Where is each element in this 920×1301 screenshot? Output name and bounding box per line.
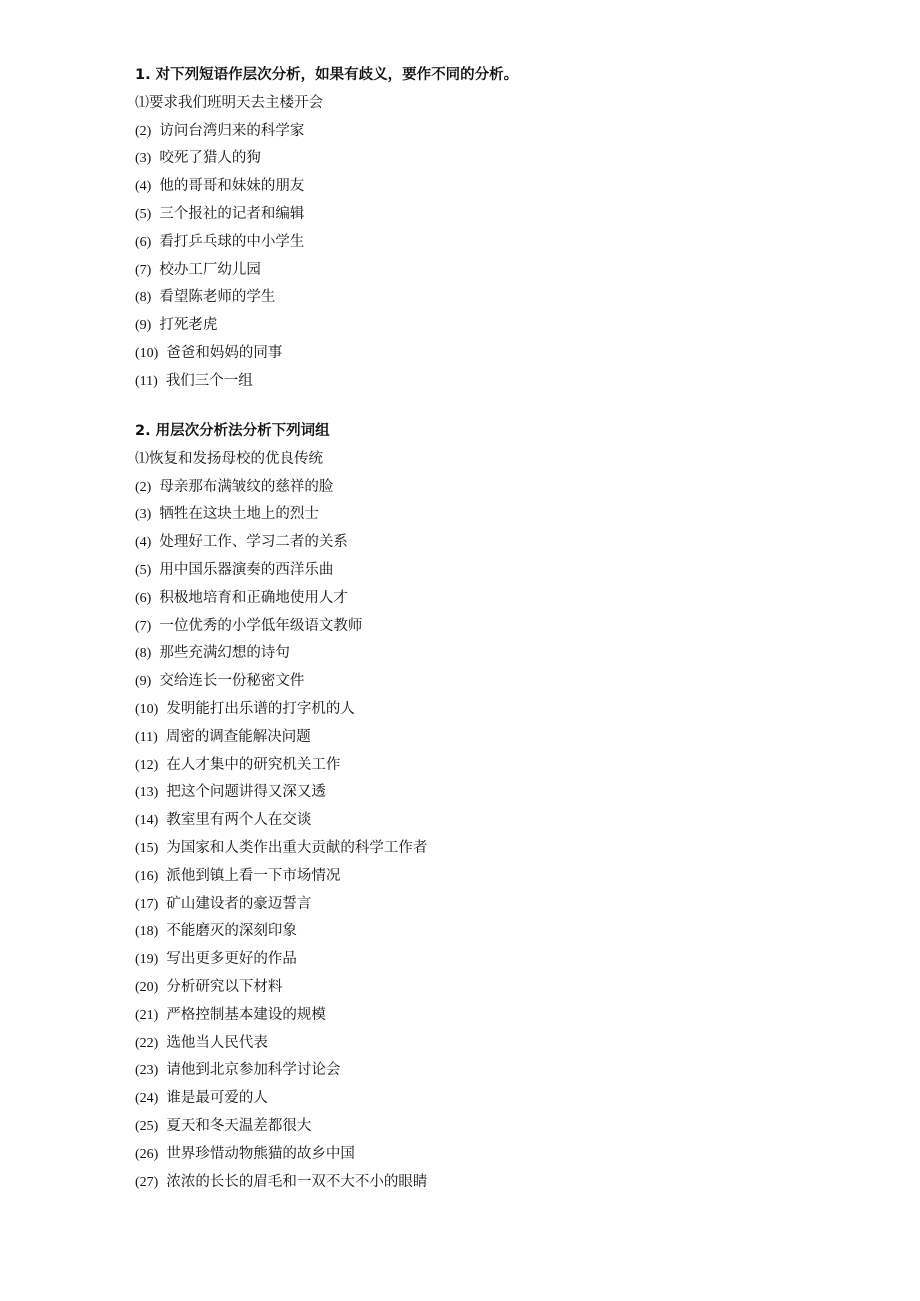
- item-text: 访问台湾归来的科学家: [159, 122, 305, 139]
- list-item: [135, 974, 427, 1002]
- phrase-list: [135, 446, 427, 1197]
- item-number: (14): [135, 813, 159, 829]
- item-number: (11): [135, 729, 158, 745]
- item-text: 选他当人民代表: [166, 1034, 268, 1051]
- item-text: 要求我们班明天去主楼开会: [149, 94, 323, 111]
- item-text: 世界珍惜动物熊猫的故乡中国: [166, 1145, 355, 1162]
- item-number: (5): [135, 562, 152, 578]
- item-number: (16): [135, 868, 159, 884]
- item-number: (9): [135, 674, 152, 690]
- item-text: 处理好工作、学习二者的关系: [159, 534, 348, 551]
- list-item: [135, 1030, 427, 1058]
- list-item: [135, 807, 427, 835]
- list-item: [135, 229, 518, 257]
- list-item: [135, 173, 518, 201]
- list-item: [135, 724, 427, 752]
- list-item: [135, 835, 427, 863]
- item-number: (8): [135, 646, 152, 662]
- item-text: 为国家和人类作出重大贡献的科学工作者: [166, 839, 428, 856]
- list-item: [135, 284, 518, 312]
- item-number: ⑴: [135, 95, 149, 111]
- item-number: (19): [135, 952, 159, 968]
- list-item: [135, 918, 427, 946]
- section-heading: 2. 用层次分析法分析下列词组: [135, 423, 330, 439]
- exercise-section-1: [135, 62, 518, 396]
- list-item: [135, 1057, 427, 1085]
- item-number: (4): [135, 179, 152, 195]
- item-text: 周密的调查能解决问题: [165, 728, 311, 745]
- item-text: 用中国乐器演奏的西洋乐曲: [159, 561, 334, 578]
- item-text: 派他到镇上看一下市场情况: [166, 867, 341, 884]
- item-number: (17): [135, 896, 159, 912]
- item-number: (21): [135, 1007, 159, 1023]
- list-item: [135, 585, 427, 613]
- item-text: 他的哥哥和妹妹的朋友: [159, 178, 305, 195]
- item-text: 矿山建设者的豪迈誓言: [166, 895, 312, 912]
- item-number: (8): [135, 290, 152, 306]
- item-number: (3): [135, 507, 152, 523]
- item-number: ⑴: [135, 451, 149, 467]
- item-number: (18): [135, 924, 159, 940]
- item-number: (22): [135, 1035, 159, 1051]
- item-number: (7): [135, 618, 152, 634]
- item-text: 一位优秀的小学低年级语文教师: [159, 617, 363, 634]
- item-number: (2): [135, 479, 152, 495]
- item-text: 不能磨灭的深刻印象: [166, 923, 297, 940]
- list-item: [135, 863, 427, 891]
- item-number: (5): [135, 206, 152, 222]
- item-number: (3): [135, 151, 152, 167]
- list-item: [135, 145, 518, 173]
- item-number: (9): [135, 318, 152, 334]
- item-text: 请他到北京参加科学讨论会: [166, 1062, 341, 1079]
- item-number: (6): [135, 234, 152, 250]
- list-item: [135, 557, 427, 585]
- item-text: 在人才集中的研究机关工作: [166, 756, 341, 773]
- list-item: [135, 529, 427, 557]
- item-number: (7): [135, 262, 152, 278]
- list-item: [135, 118, 518, 146]
- list-item: [135, 1141, 427, 1169]
- list-item: [135, 474, 427, 502]
- item-number: (25): [135, 1118, 159, 1134]
- item-number: (24): [135, 1091, 159, 1107]
- list-item: [135, 1085, 427, 1113]
- list-item: [135, 891, 427, 919]
- item-text: 浓浓的长长的眉毛和一双不大不小的眼睛: [166, 1173, 428, 1190]
- item-text: 爸爸和妈妈的同事: [166, 344, 283, 361]
- item-number: (23): [135, 1063, 159, 1079]
- list-item: [135, 340, 518, 368]
- list-item: [135, 696, 427, 724]
- item-number: (4): [135, 535, 152, 551]
- item-text: 积极地培育和正确地使用人才: [159, 589, 348, 606]
- list-item: [135, 368, 518, 396]
- item-text: 把这个问题讲得又深又透: [166, 784, 326, 801]
- list-item: [135, 312, 518, 340]
- item-text: 那些充满幻想的诗句: [159, 645, 290, 662]
- list-item: [135, 1002, 427, 1030]
- phrase-list: [135, 90, 518, 396]
- exercise-section-2: [135, 418, 427, 1196]
- list-item: [135, 446, 427, 474]
- item-number: (27): [135, 1174, 159, 1190]
- item-number: (11): [135, 373, 158, 389]
- item-text: 教室里有两个人在交谈: [166, 812, 312, 829]
- item-text: 看打乒乓球的中小学生: [159, 233, 305, 250]
- list-item: [135, 779, 427, 807]
- section-heading: 1. 对下列短语作层次分析，如果有歧义，要作不同的分析。: [135, 67, 519, 83]
- list-item: [135, 1113, 427, 1141]
- list-item: [135, 668, 427, 696]
- item-text: 发明能打出乐谱的打字机的人: [166, 700, 355, 717]
- item-text: 看望陈老师的学生: [159, 289, 276, 306]
- item-number: (15): [135, 840, 159, 856]
- item-number: (10): [135, 701, 159, 717]
- list-item: [135, 501, 427, 529]
- item-text: 校办工厂幼儿园: [159, 261, 261, 278]
- item-text: 严格控制基本建设的规模: [166, 1006, 326, 1023]
- item-number: (26): [135, 1146, 159, 1162]
- item-text: 夏天和冬天温差都很大: [166, 1117, 312, 1134]
- item-text: 牺牲在这块土地上的烈士: [159, 506, 319, 523]
- list-item: [135, 640, 427, 668]
- list-item: [135, 201, 518, 229]
- item-number: (10): [135, 345, 159, 361]
- item-text: 恢复和发扬母校的优良传统: [149, 450, 323, 467]
- item-text: 三个报社的记者和编辑: [159, 205, 305, 222]
- list-item: [135, 257, 518, 285]
- list-item: [135, 946, 427, 974]
- item-text: 写出更多更好的作品: [166, 951, 297, 968]
- item-text: 我们三个一组: [165, 372, 253, 389]
- list-item: [135, 1169, 427, 1197]
- list-item: [135, 90, 518, 118]
- list-item: [135, 752, 427, 780]
- item-number: (13): [135, 785, 159, 801]
- item-number: (6): [135, 590, 152, 606]
- item-text: 交给连长一份秘密文件: [159, 673, 305, 690]
- item-number: (20): [135, 979, 159, 995]
- item-text: 谁是最可爱的人: [166, 1090, 268, 1107]
- item-text: 母亲那布满皱纹的慈祥的脸: [159, 478, 334, 495]
- list-item: [135, 613, 427, 641]
- item-number: (2): [135, 123, 152, 139]
- item-number: (12): [135, 757, 159, 773]
- item-text: 打死老虎: [159, 317, 218, 334]
- item-text: 分析研究以下材料: [166, 978, 283, 995]
- item-text: 咬死了猎人的狗: [159, 150, 261, 167]
